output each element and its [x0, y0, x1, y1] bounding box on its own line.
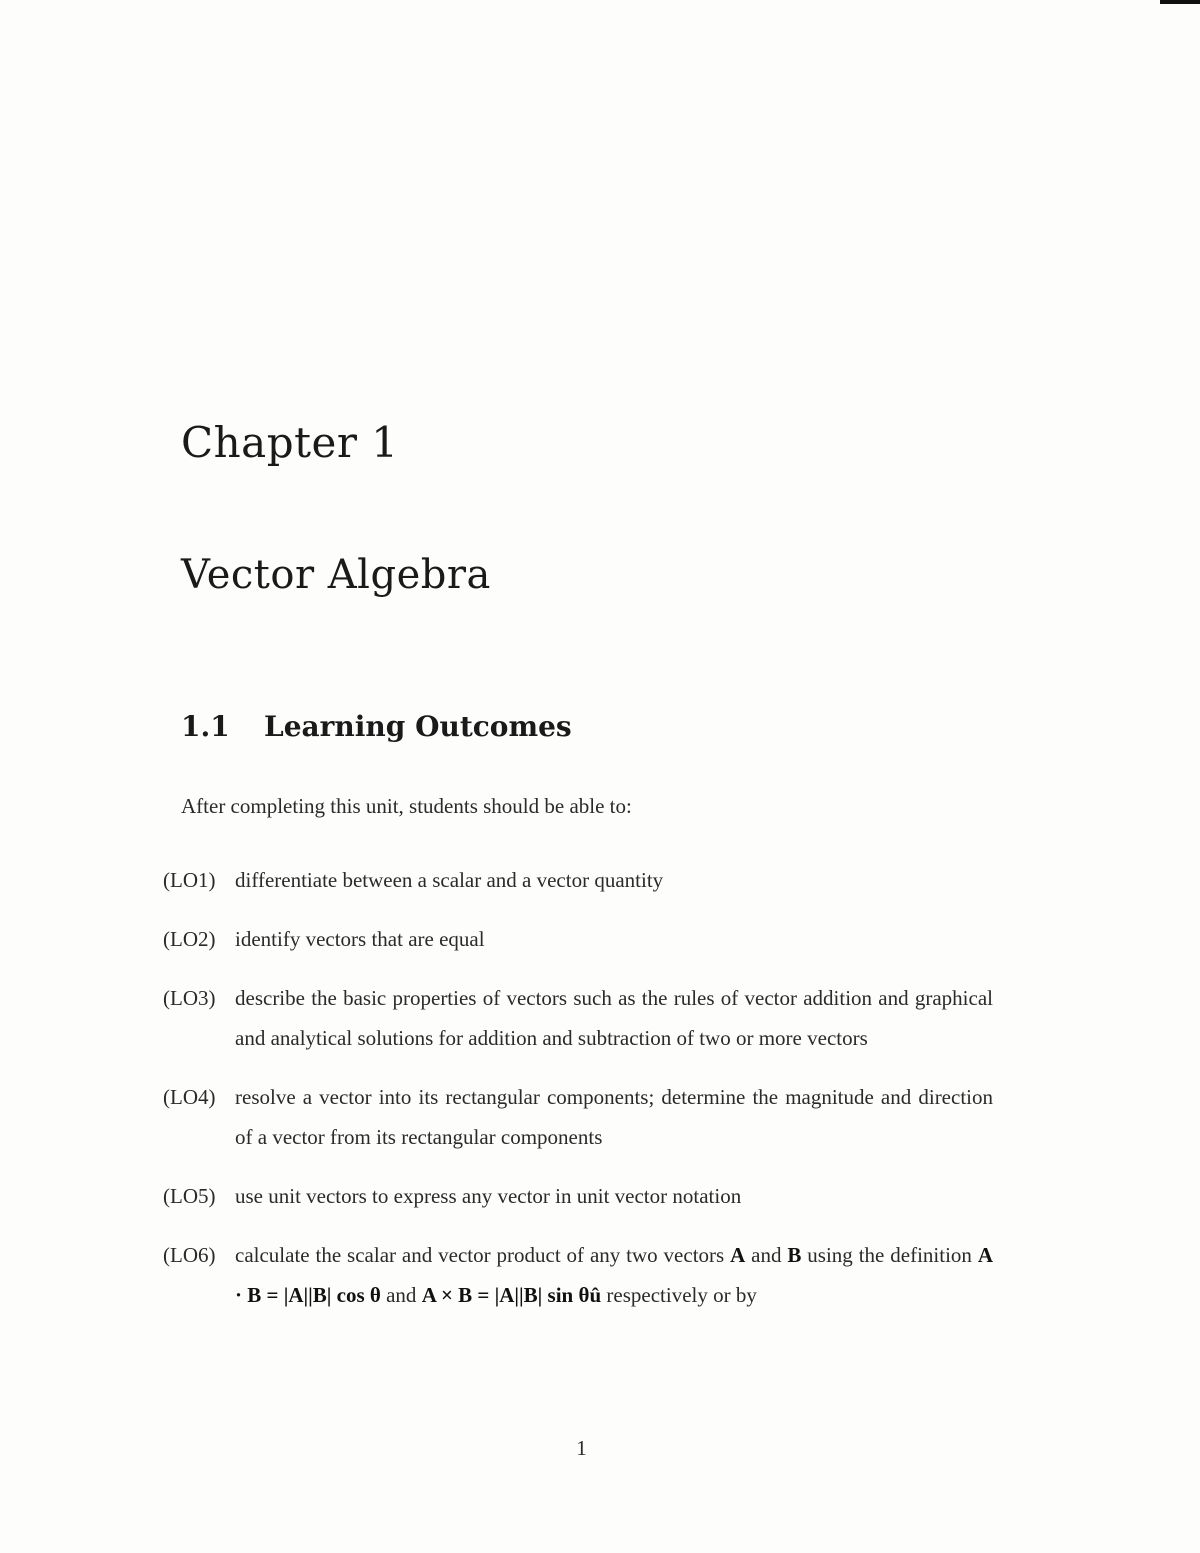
outcome-text-part: respectively or by: [601, 1283, 757, 1307]
chapter-title: Vector Algebra: [181, 552, 491, 598]
outcome-text-part: and: [380, 1283, 422, 1307]
outcome-text-part: and: [745, 1243, 788, 1267]
list-item: [163, 978, 993, 1058]
page-number: 1: [576, 1436, 587, 1460]
vector-symbol: B: [787, 1243, 802, 1267]
outcome-text: [235, 1235, 993, 1315]
section-intro: After completing this unit, students should be able to:: [181, 794, 632, 818]
outcome-label: (LO6): [163, 1243, 216, 1267]
outcome-text-part: using the definition: [801, 1243, 978, 1267]
chapter-label: Chapter 1: [181, 418, 399, 467]
dot-product-formula: A · B = |A||B| cos θ: [235, 1243, 993, 1307]
outcome-label: (LO2): [163, 927, 216, 951]
outcome-text: use unit vectors to express any vector in unit vector notation: [235, 1184, 742, 1208]
outcome-text: identify vectors that are equal: [235, 927, 485, 951]
outcome-text: differentiate between a scalar and a vector quantity: [235, 868, 664, 892]
section-number: 1.1: [181, 710, 230, 743]
list-item: [163, 1176, 993, 1216]
list-item: [163, 1235, 993, 1315]
list-item: [163, 1077, 993, 1157]
list-item: [163, 860, 993, 900]
outcome-label: (LO1): [163, 868, 216, 892]
outcome-label: (LO4): [163, 1085, 216, 1109]
scan-edge-mark: [1160, 0, 1200, 4]
list-item: [163, 919, 993, 959]
outcome-text: describe the basic properties of vectors such as the rules of vector addition and graphical and analytical solutions for addition and subtraction of two or more vectors: [235, 986, 993, 1050]
outcome-text: resolve a vector into its rectangular components; determine the magnitude and direction of a vector from its rectangular components: [235, 1085, 993, 1149]
vector-symbol: A: [730, 1243, 746, 1267]
outcome-label: (LO5): [163, 1184, 216, 1208]
section-heading: [181, 710, 572, 743]
learning-outcomes-list: [163, 860, 993, 1334]
cross-product-formula: A × B = |A||B| sin θû: [421, 1283, 602, 1307]
section-title: Learning Outcomes: [264, 710, 572, 743]
outcome-label: (LO3): [163, 986, 216, 1010]
outcome-text-part: calculate the scalar and vector product of any two vectors: [235, 1243, 731, 1267]
